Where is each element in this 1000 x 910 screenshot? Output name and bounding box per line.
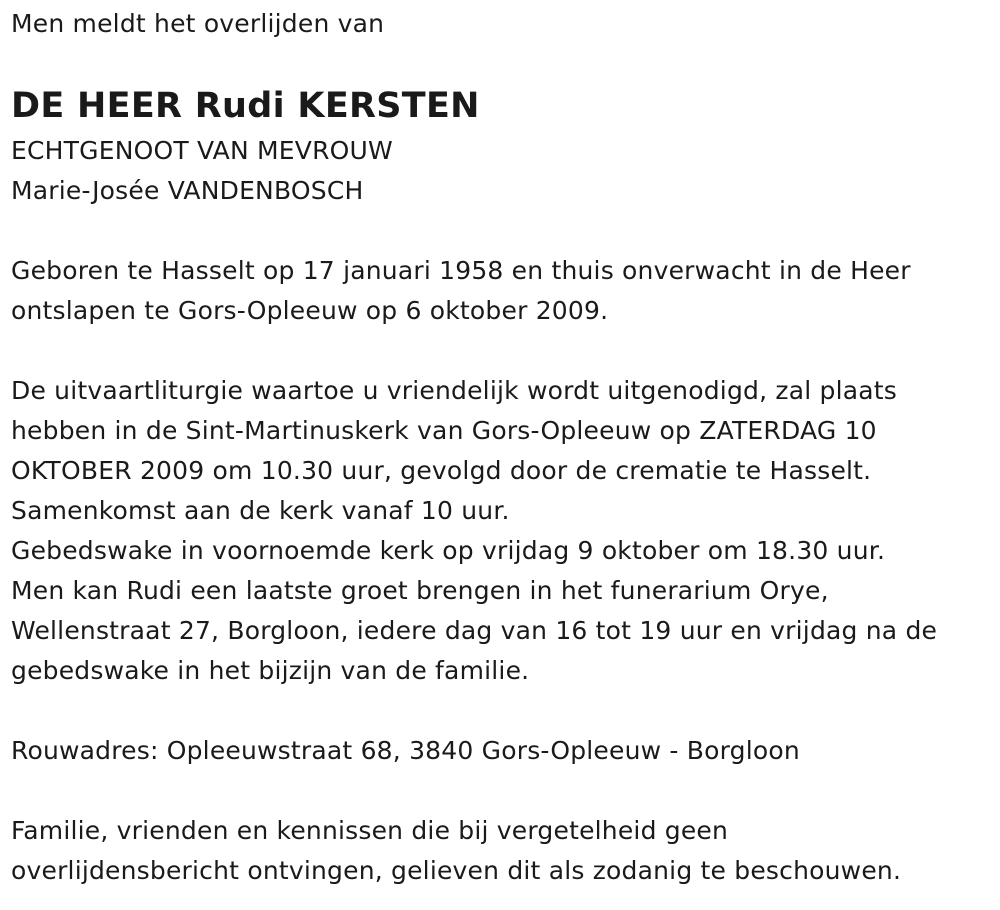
mourning-address: Rouwadres: Opleeuwstraat 68, 3840 Gors-Opleeuw - Borgloon xyxy=(11,736,800,765)
paragraph-line: ontslapen te Gors-Opleeuw op 6 oktober 2009. xyxy=(11,296,609,325)
spacer xyxy=(11,771,991,811)
paragraph-line: Geboren te Hasselt op 17 januari 1958 en thuis onverwacht in de Heer xyxy=(11,256,911,285)
paragraph-line: Samenkomst aan de kerk vanaf 10 uur. xyxy=(11,496,510,525)
paragraph-line: OKTOBER 2009 om 10.30 uur, gevolgd door de crematie te Hasselt. xyxy=(11,456,872,485)
spacer xyxy=(11,691,991,731)
paragraph-line: hebben in de Sint-Martinuskerk van Gors-Opleeuw op ZATERDAG 10 xyxy=(11,416,877,445)
spouse-block xyxy=(11,131,991,211)
intro-text: Men meldt het overlijden van xyxy=(11,9,385,38)
paragraph-line: overlijdensbericht ontvingen, gelieven dit als zodanig te beschouwen. xyxy=(11,856,902,885)
funeral-paragraph xyxy=(11,371,991,691)
spouse-line: Marie-Josée VANDENBOSCH xyxy=(11,176,364,205)
spacer xyxy=(11,211,991,251)
deceased-name: DE HEER Rudi KERSTEN xyxy=(11,86,480,126)
birth-death-paragraph xyxy=(11,251,991,331)
paragraph-line: Wellenstraat 27, Borgloon, iedere dag van 16 tot 19 uur en vrijdag na de xyxy=(11,616,938,645)
spouse-line: ECHTGENOOT VAN MEVROUW xyxy=(11,136,393,165)
paragraph-line: Familie, vrienden en kennissen die bij vergetelheid geen xyxy=(11,816,729,845)
paragraph-line: gebedswake in het bijzijn van de familie. xyxy=(11,656,530,685)
notice-paragraph xyxy=(11,811,991,891)
paragraph-line: Gebedswake in voornoemde kerk op vrijdag 9 oktober om 18.30 uur. xyxy=(11,536,886,565)
paragraph-line: Men kan Rudi een laatste groet brengen in het funerarium Orye, xyxy=(11,576,829,605)
spacer xyxy=(11,331,991,371)
paragraph-line: De uitvaartliturgie waartoe u vriendelijk wordt uitgenodigd, zal plaats xyxy=(11,376,897,405)
death-notice xyxy=(11,0,991,891)
